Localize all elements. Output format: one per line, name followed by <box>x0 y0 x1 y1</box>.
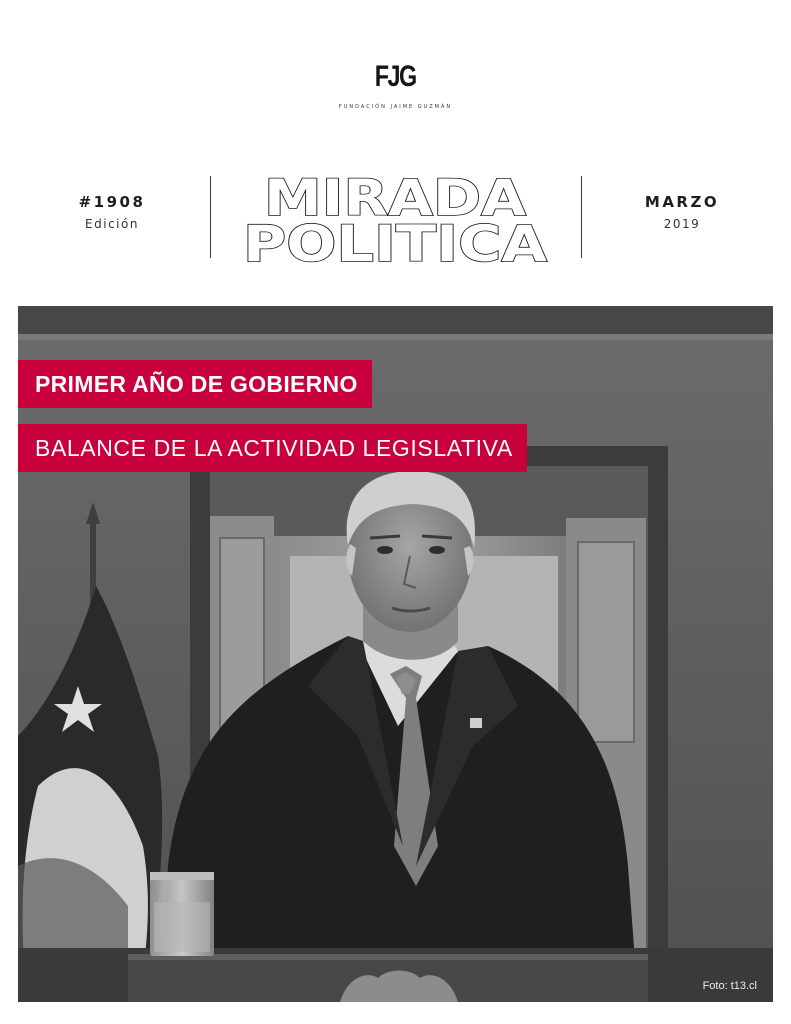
logo-subtitle: FUNDACIÓN JAIME GUZMÁN <box>338 104 453 110</box>
edition-info <box>56 192 168 232</box>
edition-label: Edición <box>85 217 139 231</box>
masthead-line-1: MIRADA <box>264 169 527 227</box>
divider-right <box>581 176 582 258</box>
headline-banner: PRIMER AÑO DE GOBIERNO <box>18 360 372 408</box>
issue-month: MARZO <box>644 193 720 211</box>
logo-mark: FJG <box>375 60 416 93</box>
subheadline-banner: BALANCE DE LA ACTIVIDAD LEGISLATIVA <box>18 424 527 472</box>
masthead-line-2: POLITICA <box>243 215 548 268</box>
masthead-title <box>224 168 566 268</box>
cover-photo <box>18 306 773 1002</box>
divider-left <box>210 176 211 258</box>
issue-date <box>624 192 740 232</box>
edition-number: #1908 <box>78 193 146 211</box>
issue-year: 2019 <box>663 217 701 231</box>
photo-credit: Foto: t13.cl <box>702 980 757 992</box>
foundation-logo <box>0 60 791 111</box>
